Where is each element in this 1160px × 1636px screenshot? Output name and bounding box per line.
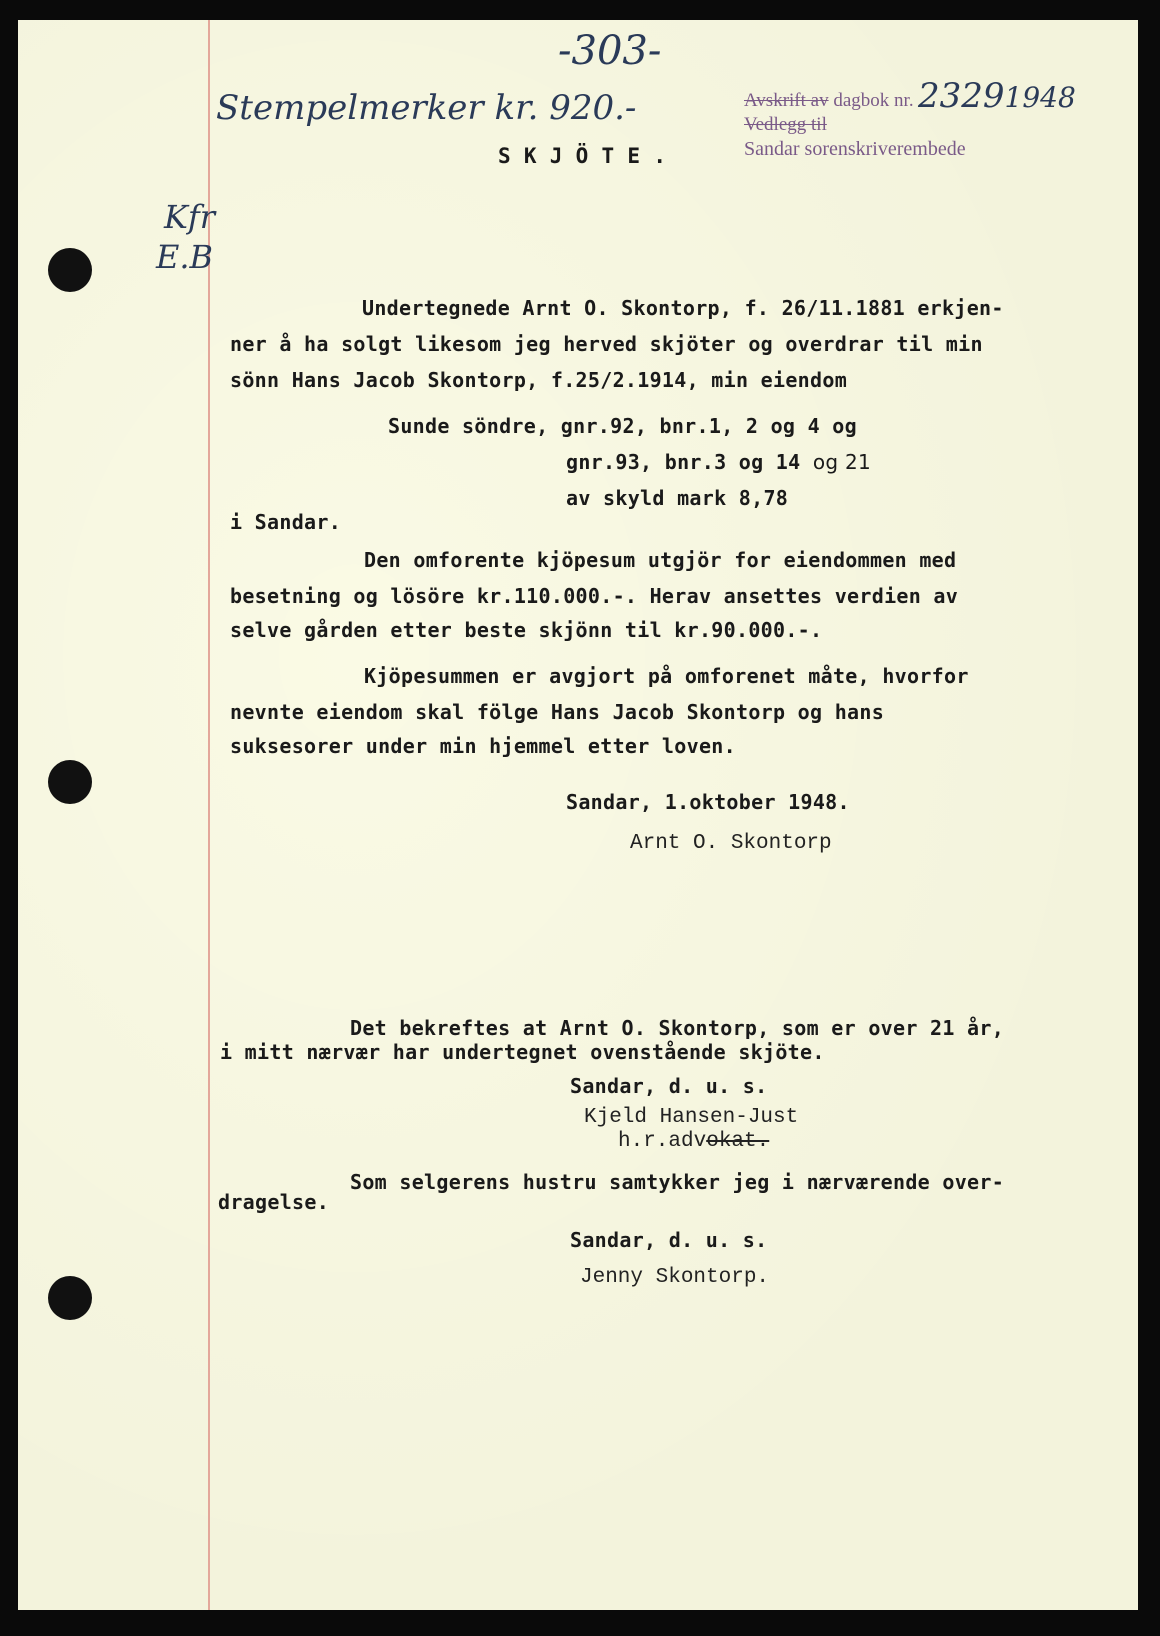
- stamp-struck-text: Vedlegg til: [744, 114, 827, 135]
- body-line: Undertegnede Arnt O. Skontorp, f. 26/11.1881 erkjen-: [362, 296, 1004, 320]
- stamp-duty-note: Stempelmerker kr. 920.-: [216, 88, 637, 128]
- stamp-line1-a: Avskrift av: [744, 90, 829, 111]
- body-line: sönn Hans Jacob Skontorp, f.25/2.1914, min eiendom: [230, 368, 848, 392]
- punch-hole: [48, 1276, 92, 1320]
- body-line: suksesorer under min hjemmel etter loven.: [230, 734, 736, 758]
- punch-hole: [48, 248, 92, 292]
- body-line: i Sandar.: [230, 510, 342, 534]
- property-line: av skyld mark 8,78: [566, 486, 789, 510]
- place-date: Sandar, 1.oktober 1948.: [566, 790, 850, 814]
- body-line: Kjöpesummen er avgjort på omforenet måte, hvorfor: [364, 664, 969, 688]
- registration-stamp: [744, 90, 914, 112]
- witness-title: h.r.advokat.: [618, 1130, 770, 1153]
- punch-hole: [48, 760, 92, 804]
- consent-line: dragelse.: [218, 1190, 330, 1214]
- body-line: selve gården etter beste skjönn til kr.90.000.-.: [230, 618, 823, 642]
- confirmation-line: i mitt nærvær har undertegnet ovenstående skjöte.: [220, 1040, 825, 1064]
- body-line: Den omforente kjöpesum utgjör for eiendommen med: [364, 548, 957, 572]
- property-line: Sunde söndre, gnr.92, bnr.1, 2 og 4 og: [388, 414, 857, 438]
- confirmation-line: Det bekreftes at Arnt O. Skontorp, som er over 21 år,: [350, 1016, 1005, 1040]
- body-line: ner å ha solgt likesom jeg herved skjöter og overdrar til min: [230, 332, 983, 356]
- margin-note-line2: E.B: [156, 238, 214, 276]
- document-title: S K J Ö T E .: [498, 144, 667, 168]
- document-page: [18, 20, 1138, 1610]
- witness-signature: Kjeld Hansen-Just: [584, 1106, 799, 1129]
- body-line: besetning og lösöre kr.110.000.-. Herav ansettes verdien av: [230, 584, 959, 608]
- journal-number: 23291948: [918, 76, 1076, 116]
- seller-signature: Arnt O. Skontorp: [630, 832, 832, 855]
- page-number: -303-: [558, 28, 662, 74]
- wife-signature: Jenny Skontorp.: [580, 1266, 770, 1289]
- body-line: nevnte eiendom skal fölge Hans Jacob Skontorp og hans: [230, 700, 885, 724]
- stamp-line1-b: dagbok nr.: [833, 90, 914, 111]
- property-line: gnr.93, bnr.3 og 14 og 21: [566, 450, 872, 474]
- consent-place: Sandar, d. u. s.: [570, 1228, 768, 1252]
- stamp-office: Sandar sorenskriverembede: [744, 138, 966, 160]
- confirmation-place: Sandar, d. u. s.: [570, 1074, 768, 1098]
- margin-note-line1: Kfr: [164, 198, 216, 236]
- consent-line: Som selgerens hustru samtykker jeg i nærværende over-: [350, 1170, 1005, 1194]
